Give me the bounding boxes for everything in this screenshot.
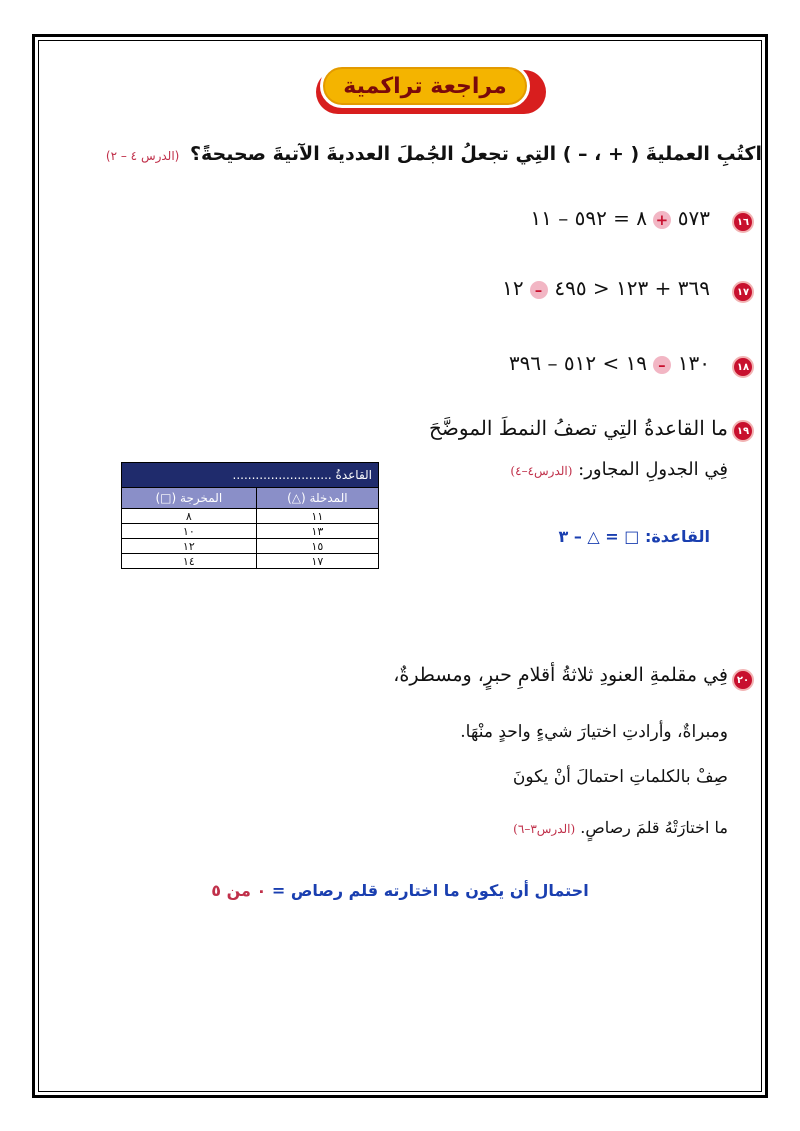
q19-line1: ما القاعدةُ التِي تصفُ النمطَ الموضَّحَ	[428, 416, 728, 440]
q19-line2: فِي الجدولِ المجاور: (الدرس٤–٤)	[510, 459, 728, 480]
eq-mid: ١٩	[625, 351, 648, 375]
rule-table	[121, 462, 379, 569]
equation-16	[530, 206, 710, 230]
q20-line1: فِي مقلمةِ العنودِ ثلاثةُ أقلامِ حبرٍ، ومسطرةٌ،	[393, 664, 728, 686]
eq-left: ٥٧٣	[677, 206, 710, 230]
rule-label: القاعدةُ ..........................	[122, 463, 379, 488]
table-row: ١١ ٨	[122, 509, 379, 524]
eq-mid: ٨	[636, 206, 648, 230]
page-title: مراجعة تراكمية	[343, 73, 507, 99]
eq-relation: >	[602, 351, 620, 375]
eq-left: ٣٦٩ + ١٢٣	[616, 276, 710, 300]
instruction-text: اكتُبِ العمليةَ ( + ، – ) التِي تجعلُ الجُملَ العدديةَ الآتيةَ صحيحةً؟	[189, 143, 762, 165]
q19-answer: القاعدة: □ = △ – ٣	[558, 527, 710, 546]
q20-lesson: (الدرس٣–٦)	[513, 822, 576, 836]
q20-answer: احتمال أن يكون ما اختارته قلم رصاص = ٠ من ٥	[211, 881, 589, 900]
eq-relation: =	[613, 206, 630, 230]
col-input-header: المدخلة (△)	[256, 488, 378, 509]
eq-right: ٥١٢ – ٣٩٦	[508, 351, 597, 375]
table-row: ١٧ ١٤	[122, 554, 379, 569]
answer-operator: –	[530, 281, 548, 299]
question-number-badge: ١٦	[732, 211, 754, 233]
title-banner	[320, 64, 530, 108]
table-row: ١٥ ١٢	[122, 539, 379, 554]
instruction-lesson: (الدرس ٤ – ٢)	[105, 149, 180, 163]
eq-relation: <	[592, 276, 610, 300]
eq-right: ٥٩٢ – ١١	[530, 206, 607, 230]
eq-right: ١٢	[502, 276, 524, 300]
instruction	[62, 143, 762, 165]
eq-left: ١٣٠	[677, 351, 710, 375]
q20-line4: ما اختارَتْهُ قلمَ رصاصٍ. (الدرس٣–٦)	[513, 818, 728, 837]
equation-18	[509, 351, 710, 375]
question-number-badge: ١٨	[732, 356, 754, 378]
table-row: ١٣ ١٠	[122, 524, 379, 539]
question-number-badge: ١٩	[732, 420, 754, 442]
q19-lesson: (الدرس٤–٤)	[510, 464, 573, 478]
col-output-header: المخرجة (□)	[122, 488, 257, 509]
eq-mid: ٤٩٥	[554, 276, 587, 300]
q20-line2: ومبراةٌ، وأرادتِ اختيارَ شيءٍ واحدٍ منْهَا.	[460, 722, 728, 742]
equation-17	[502, 276, 710, 300]
q20-line3: صِفْ بالكلماتِ احتمالَ أنْ يكونَ	[512, 767, 728, 787]
answer-operator: –	[653, 356, 671, 374]
question-number-badge: ١٧	[732, 281, 754, 303]
answer-operator: +	[653, 211, 671, 229]
question-number-badge: ٢٠	[732, 669, 754, 691]
